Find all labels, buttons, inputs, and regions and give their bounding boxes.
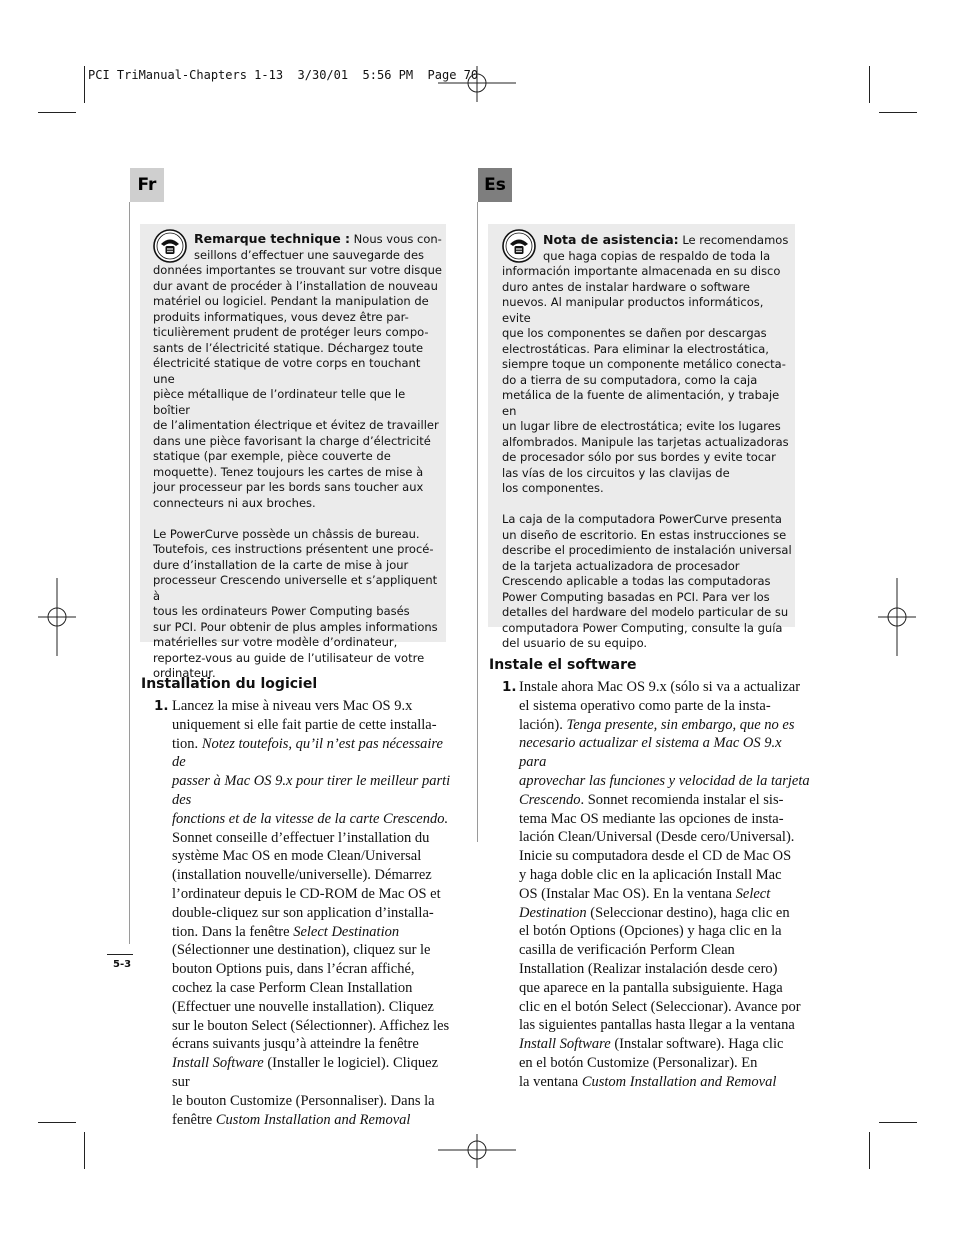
italic-text: Install Software	[172, 1055, 264, 1072]
text-run: clic en el botón Select (Seleccionar). Avance por	[519, 998, 801, 1015]
text-line: información importante almacenada en su disco	[502, 264, 781, 278]
text-run: lación).	[519, 716, 567, 733]
registration-mark-bottom	[438, 1134, 516, 1174]
text-line: pièce métallique de l’ordinateur telle que le boîtier	[153, 387, 406, 417]
text-line	[172, 1092, 454, 1111]
text-line	[519, 791, 812, 810]
text-line	[519, 810, 812, 829]
tech-note-text-es: Nota de asistencia: Le recomendamos que haga copias de respaldo de toda la información importante almacenada en su disco duro antes de instalar hardware o software nuevos. Al manipular productos informáticos, evite que los componentes se dañen por descargas electrostáticas. Para eliminar la electrostática, siempre toque un componente metálico conecta- do a tierra de su computadora, como la caja metálica de la fuente de alimentación, y trabaje en un lugar libre de electrostática; evite los lugares alfombrados. Manipule las tarjetas actualizadoras de procesador sólo por sus bordes y evite tocar las vías de los circuitos y las clavijas de los componentes. La caja de la computadora PowerCurve presenta un diseño de escritorio. En estas instrucciones se describe el procedimiento de instalación universal de la tarjeta actualizadora de procesador Crescendo aplicable a todas las computadoras Power Computing basadas en PCI. Para ver los detalles del hardware del modelo particular de su computadora Power Computing, consulte la guía del usuario de su equipo.	[502, 232, 792, 650]
text-run: Sonnet conseille d’effectuer l’installation du	[172, 829, 430, 846]
text-line	[519, 979, 812, 998]
text-line	[172, 904, 454, 923]
text-line	[519, 697, 812, 716]
text-line: Toutefois, ces instructions présentent une procé-	[153, 542, 434, 556]
text-line: connecteurs ni aux broches.	[153, 495, 316, 510]
text-line: nuevos. Al manipular productos informáticos, evite	[502, 295, 764, 325]
text-line: metálica de la fuente de alimentación, y trabaje en	[502, 388, 780, 418]
text-line	[519, 1054, 812, 1073]
tech-note-paragraph-2	[502, 512, 792, 652]
text-run: las siguientes pantallas hasta llegar a la ventana	[519, 1017, 795, 1034]
text-line	[172, 829, 454, 848]
text-line	[519, 828, 812, 847]
text-line: dur avant de procéder à l’installation de nouveau	[153, 278, 438, 293]
text-line: données importantes se trouvant sur votre disque	[153, 263, 442, 277]
install-step-es	[502, 678, 812, 1092]
italic-text: Custom Installation and Removal	[215, 1111, 411, 1128]
text-run: tema Mac OS mediante las opciones de insta-	[519, 810, 784, 827]
tech-note-label: Remarque technique :	[194, 231, 351, 246]
tech-note-paragraph-1	[153, 263, 443, 511]
text-line: alfombrados. Manipule las tarjetas actualizadoras	[502, 434, 789, 449]
text-line: matériel ou logiciel. Pendant la manipulation de	[153, 294, 429, 308]
text-run: (Installer le logiciel). Cliquez sur	[172, 1055, 439, 1090]
text-line: describe el procedimiento de instalación universal	[502, 543, 792, 557]
text-line: do a tierra de su computadora, como la caja	[502, 372, 758, 387]
text-line	[519, 941, 812, 960]
text-line: électricité statique de votre corps en touchant une	[153, 356, 421, 386]
italic-text: Select Destination	[293, 923, 400, 940]
text-run: y haga doble clic en la aplicación Install Mac	[519, 866, 782, 883]
text-run: el botón Options (Opciones) y haga clic en la	[519, 923, 782, 940]
text-run: cochez la case Perform Clean Installation	[172, 979, 413, 996]
text-run: en el botón Customize (Personalizar). En	[519, 1054, 758, 1071]
text-line: ticulièrement prudent de protéger leurs compo-	[153, 325, 429, 339]
text-line: produits informatiques, vous devez être par-	[153, 309, 409, 324]
step-number: 1.	[154, 698, 169, 714]
text-line: del usuario de su equipo.	[502, 636, 648, 650]
text-run: écrans suivants jusqu’à atteindre la fenêtre	[172, 1036, 419, 1053]
text-line	[172, 716, 454, 735]
text-line: processeur Crescendo universelle et s’appliquent à	[153, 573, 438, 603]
text-run: Inicie su computadora desde el CD de Mac OS	[519, 848, 792, 865]
italic-text: necesario actualizar el sistema a Mac OS 9.x para	[519, 735, 782, 771]
text-line	[519, 960, 812, 979]
text-line	[519, 904, 812, 923]
text-line: de l’alimentation électrique et évitez de travailler	[153, 418, 439, 432]
language-tab-fr: Fr	[130, 168, 164, 202]
text-line	[519, 1073, 812, 1092]
italic-text: Destination	[519, 904, 587, 921]
text-line: de la tarjeta actualizadora de procesador	[502, 558, 740, 573]
italic-text: aprovechar las funciones y velocidad de la tarjeta	[519, 772, 810, 789]
text-run: . Sonnet recomienda instalar el sis-	[580, 791, 784, 808]
text-line: sants de l’électricité statique. Déchargez toute	[153, 340, 424, 355]
italic-text: passer à Mac OS 9.x pour tirer le meilleur parti des	[172, 773, 451, 808]
text-line	[172, 1035, 454, 1054]
text-line: reportez-vous au guide de l’utilisateur de votre	[153, 650, 425, 665]
text-run: (Effectuer une nouvelle installation). Cliquez	[172, 998, 434, 1015]
text-line	[172, 810, 454, 829]
text-line	[172, 960, 454, 979]
text-run: uniquement si elle fait partie de cette installa-	[172, 716, 437, 733]
folio-rule	[107, 954, 133, 955]
text-line: los componentes.	[502, 481, 604, 495]
text-line	[519, 734, 812, 772]
text-line	[172, 923, 454, 942]
text-run: système Mac OS en mode Clean/Universal	[172, 848, 422, 865]
italic-text: Install Software	[519, 1036, 611, 1053]
text-run: lación Clean/Universal (Desde cero/Universal).	[519, 829, 795, 846]
registration-mark-right	[878, 578, 918, 656]
text-run: Instale ahora Mac OS 9.x (sólo si va a actualizar	[519, 679, 801, 695]
text-run: Lancez la mise à niveau vers Mac OS 9.x	[172, 698, 413, 714]
text-run: (installation nouvelle/universelle). Démarrez	[172, 867, 432, 884]
text-line: de procesador sólo por sus bordes y evite tocar	[502, 450, 776, 464]
italic-text: Custom Installation and Removal	[581, 1073, 777, 1090]
text-line: sur PCI. Pour obtenir de plus amples informations	[153, 619, 438, 634]
text-line	[172, 847, 454, 866]
text-run: fenêtre	[172, 1111, 216, 1128]
print-slug: PCI TriManual-Chapters 1-13 3/30/01 5:56 PM Page 70	[88, 68, 479, 82]
text-run: que aparece en la pantalla subsiguiente. Haga	[519, 979, 783, 996]
step-text	[519, 678, 812, 1092]
step-text	[172, 697, 454, 1129]
install-step-fr	[154, 697, 454, 1129]
text-run: l’ordinateur depuis le CD-ROM de Mac OS et	[172, 885, 441, 902]
text-run: el sistema operativo como parte de la insta-	[519, 697, 771, 714]
text-line	[519, 998, 812, 1017]
text-line: statique (par exemple, pièce couverte de	[153, 449, 391, 463]
text-run: OS (Instalar Mac OS). En la ventana	[519, 885, 736, 902]
page-number: 5-3	[113, 959, 132, 970]
text-line: electrostáticas. Para eliminar la electrostática,	[502, 341, 769, 356]
column-rule-left	[129, 202, 130, 944]
language-tab-es: Es	[478, 168, 512, 202]
text-run: (Sélectionner une destination), cliquez sur le	[172, 942, 431, 959]
text-line	[172, 1054, 454, 1092]
text-line: Crescendo aplicable a todas las computadoras	[502, 574, 771, 588]
text-line: computadora Power Computing, consulte la guía	[502, 620, 783, 635]
italic-text: fonctions et de la vitesse de la carte Crescendo.	[172, 810, 449, 827]
text-run: (Seleccionar destino), haga clic en	[586, 904, 790, 921]
text-line	[519, 678, 812, 697]
section-heading-fr: Installation du logiciel	[141, 676, 318, 692]
text-line: jour processeur par les bords sans toucher aux	[153, 480, 424, 494]
text-line	[172, 1017, 454, 1036]
text-run: tion. Dans la fenêtre	[172, 923, 294, 940]
column-rule-right	[477, 202, 478, 842]
text-line	[519, 885, 812, 904]
text-run: le bouton Customize (Personnaliser). Dans la	[172, 1092, 435, 1109]
italic-text: Crescendo	[519, 791, 581, 808]
text-run: casilla de verificación Perform Clean	[519, 942, 735, 959]
text-line: dure d’installation de la carte de mise à jour	[153, 557, 409, 572]
tech-note-paragraph-1	[502, 264, 792, 497]
text-run: bouton Options puis, dans l’écran affiché,	[172, 961, 415, 978]
text-line	[172, 735, 454, 773]
text-line: dans une pièce favorisant la charge d’électricité	[153, 433, 431, 448]
tech-note-text-fr: Remarque technique : Nous vous con- seillons d’effectuer une sauvegarde des données importantes se trouvant sur votre disque dur avant de procéder à l’installation de nouveau matériel ou logiciel. Pendant la manipulation de produits informatiques, vous devez être par- ticulièrement prudent de protéger leurs compo- sants de l’électricité statique. Déchargez toute électricité statique de votre corps en touchant une pièce métallique de l’ordinateur telle que le boîtier de l’alimentation électrique et évitez de travailler dans une pièce favorisant la charge d’électricité statique (par exemple, pièce couverte de moquette). Tenez toujours les cartes de mise à jour processeur par les bords sans toucher aux connecteurs ni aux broches. Le PowerCurve possède un châssis de bureau. Toutefois, ces instructions présentent une procé- dure d’installation de la carte de mise à jour processeur Crescendo universelle et s’appliquent à tous les ordinateurs Power Computing basés sur PCI. Pour obtenir de plus amples informations matérielles sur votre modèle d’ordinateur, reportez-vous au guide de l’utilisateur de votre ordinateur.	[153, 231, 442, 680]
registration-mark-top	[438, 62, 516, 102]
text-run: sur le bouton Select (Sélectionner). Affichez les	[172, 1017, 450, 1034]
text-line: Power Computing basadas en PCI. Para ver los	[502, 589, 770, 604]
text-line	[172, 885, 454, 904]
text-line	[519, 922, 812, 941]
italic-text: Tenga presente, sin embargo, que no es	[566, 716, 795, 733]
text-line: un lugar libre de electrostática; evite los lugares	[502, 419, 781, 433]
text-run: double-cliquez sur son application d’installa-	[172, 904, 434, 921]
text-line	[519, 772, 812, 791]
text-line: siempre toque un componente metálico conecta-	[502, 357, 786, 371]
text-line	[519, 866, 812, 885]
text-line	[172, 866, 454, 885]
text-run: Installation (Realizar instalación desde cero)	[519, 960, 778, 977]
tech-note-paragraph-2	[153, 527, 443, 682]
text-line: tous les ordinateurs Power Computing basés	[153, 604, 410, 618]
text-line	[172, 941, 454, 960]
text-run: (Instalar software). Haga clic	[610, 1036, 784, 1053]
text-run: tion.	[172, 735, 202, 752]
text-line: que los componentes se dañen por descargas	[502, 326, 767, 340]
text-line	[172, 998, 454, 1017]
text-line: matérielles sur votre modèle d’ordinateur,	[153, 635, 398, 649]
text-line: ordinateur.	[153, 666, 216, 680]
text-line	[172, 697, 454, 716]
tech-note-label: Nota de asistencia:	[543, 232, 679, 247]
text-line	[172, 1111, 454, 1130]
text-line	[519, 1016, 812, 1035]
registration-mark-left	[36, 578, 76, 656]
step-number: 1.	[502, 679, 517, 695]
text-run: la ventana	[519, 1073, 582, 1090]
text-line: las vías de los circuitos y las clavijas de	[502, 465, 730, 480]
text-line: Le PowerCurve possède un châssis de bureau.	[153, 526, 420, 541]
text-line: detalles del hardware del modelo particular de su	[502, 605, 789, 619]
text-line	[519, 716, 812, 735]
text-line: La caja de la computadora PowerCurve presenta	[502, 512, 782, 526]
text-line	[519, 847, 812, 866]
text-line	[172, 772, 454, 810]
text-line: moquette). Tenez toujours les cartes de mise à	[153, 464, 424, 479]
italic-text: Notez toutefois, qu’il n’est pas nécessaire de	[172, 735, 443, 771]
text-line: un diseño de escritorio. En estas instrucciones se	[502, 527, 787, 542]
section-heading-es: Instale el software	[489, 657, 637, 673]
italic-text: Select	[735, 885, 771, 902]
text-line	[519, 1035, 812, 1054]
text-line	[172, 979, 454, 998]
text-line: duro antes de instalar hardware o software	[502, 279, 750, 294]
